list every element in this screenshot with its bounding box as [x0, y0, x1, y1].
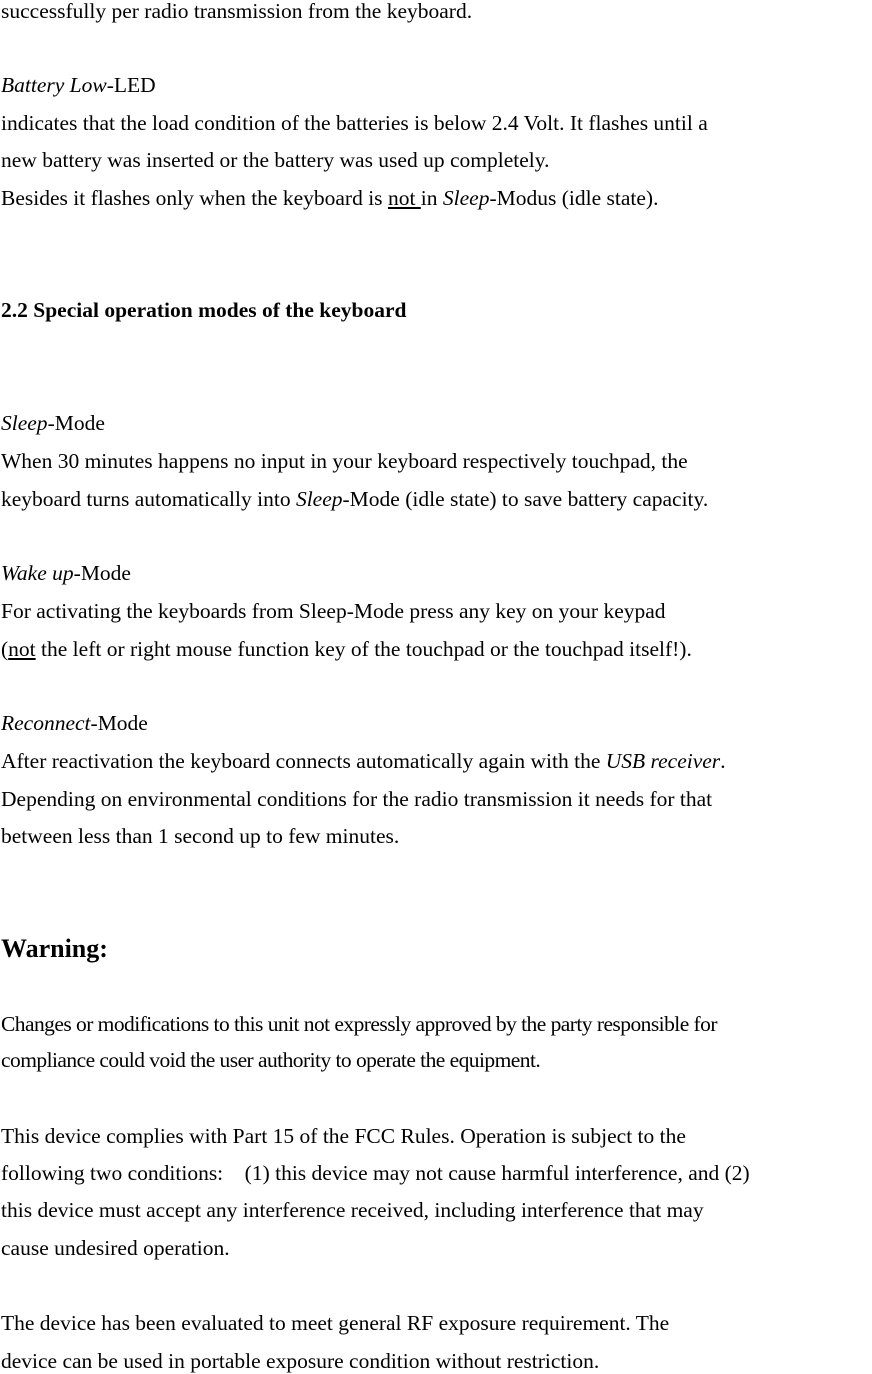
battery-low-text-3c: -Modus (idle state). [489, 186, 659, 210]
warning-para-2-line-4 [1, 1235, 230, 1261]
reconnect-mode-line-2 [1, 786, 712, 812]
warning-para-1-text-1: Changes or modifications to this unit not expressly approved by the party responsible for [1, 1012, 717, 1036]
battery-low-text-2: new battery was inserted or the battery was used up completely. [1, 148, 550, 172]
warning-para-2-line-2 [1, 1160, 750, 1186]
battery-low-text-3a: Besides it flashes only when the keyboard is [1, 186, 388, 210]
battery-low-line-1 [1, 110, 708, 136]
reconnect-mode-text-3: between less than 1 second up to few minutes. [1, 824, 400, 848]
battery-low-line-3 [1, 185, 658, 211]
sleep-mode-line-2 [1, 486, 708, 512]
warning-para-1-line-2 [1, 1047, 540, 1073]
sleep-mode-text-2a: keyboard turns automatically into [1, 487, 296, 511]
battery-low-title-italic: Battery Low [1, 73, 107, 97]
warning-heading-text: Warning: [1, 934, 108, 963]
reconnect-mode-text-1a: After reactivation the keyboard connects automatically again with the [1, 749, 606, 773]
reconnect-mode-title-rest: -Mode [90, 711, 148, 735]
warning-para-3-line-2 [1, 1348, 599, 1374]
sleep-mode-title-rest: -Mode [47, 411, 105, 435]
reconnect-mode-line-3 [1, 823, 399, 849]
warning-para-3-text-1: The device has been evaluated to meet general RF exposure requirement. The [1, 1311, 670, 1335]
warning-para-3-text-2: device can be used in portable exposure condition without restriction. [1, 1349, 600, 1373]
warning-para-2-line-3 [1, 1197, 704, 1223]
warning-para-2-text-4: cause undesired operation. [1, 1236, 230, 1260]
wakeup-mode-text-2b: the left or right mouse function key of the touchpad or the touchpad itself!). [35, 637, 692, 661]
battery-low-text-1: indicates that the load condition of the batteries is below 2.4 Volt. It flashes until a [1, 111, 708, 135]
reconnect-mode-text-1-italic: USB receiver [605, 749, 721, 773]
warning-para-2-text-1: This device complies with Part 15 of the FCC Rules. Operation is subject to the [1, 1124, 686, 1148]
reconnect-mode-title [1, 710, 148, 736]
warning-para-1-text-2: compliance could void the user authority to operate the equipment. [1, 1048, 541, 1072]
warning-para-2-line-1 [1, 1123, 686, 1149]
section-heading-text: 2.2 Special operation modes of the keyboard [1, 298, 407, 322]
wakeup-mode-title-rest: -Mode [73, 561, 131, 585]
reconnect-mode-line-1 [1, 748, 726, 774]
battery-low-title-rest: -LED [106, 73, 156, 97]
reconnect-mode-title-italic: Reconnect [1, 711, 91, 735]
warning-para-1-line-1 [1, 1011, 717, 1037]
wakeup-mode-text-2a: ( [1, 637, 9, 661]
warning-para-2-text-2: following two conditions: (1) this device may not cause harmful interference, and (2) [1, 1161, 750, 1185]
battery-low-text-3-italic: Sleep [442, 186, 490, 210]
wakeup-mode-line-2 [1, 636, 692, 662]
wakeup-mode-text-1: For activating the keyboards from Sleep-Mode press any key on your keypad [1, 599, 666, 623]
battery-low-text-3-underlined: not [387, 186, 421, 210]
sleep-mode-text-1: When 30 minutes happens no input in your keyboard respectively touchpad, the [1, 449, 688, 473]
battery-low-text-3b: in [420, 186, 443, 210]
section-heading [1, 297, 407, 323]
sleep-mode-text-2-italic: Sleep [295, 487, 343, 511]
wakeup-mode-line-1 [1, 598, 666, 624]
reconnect-mode-text-1b: . [720, 749, 726, 773]
battery-low-title [1, 72, 156, 98]
wakeup-mode-title-italic: Wake up [1, 561, 74, 585]
reconnect-mode-text-2: Depending on environmental conditions for the radio transmission it needs for that [1, 787, 713, 811]
warning-heading [1, 933, 108, 965]
battery-low-line-2 [1, 147, 549, 173]
sleep-mode-text-2b: -Mode (idle state) to save battery capacity. [342, 487, 709, 511]
sleep-mode-line-1 [1, 448, 688, 474]
warning-para-2-text-3: this device must accept any interference received, including interference that may [1, 1198, 704, 1222]
warning-para-3-line-1 [1, 1310, 669, 1336]
wakeup-mode-text-2-underlined: not [8, 637, 36, 661]
sleep-mode-title-italic: Sleep [1, 411, 48, 435]
wakeup-mode-title [1, 560, 131, 586]
intro-text: successfully per radio transmission from the keyboard. [1, 0, 473, 23]
sleep-mode-title [1, 410, 105, 436]
intro-line [1, 0, 472, 24]
